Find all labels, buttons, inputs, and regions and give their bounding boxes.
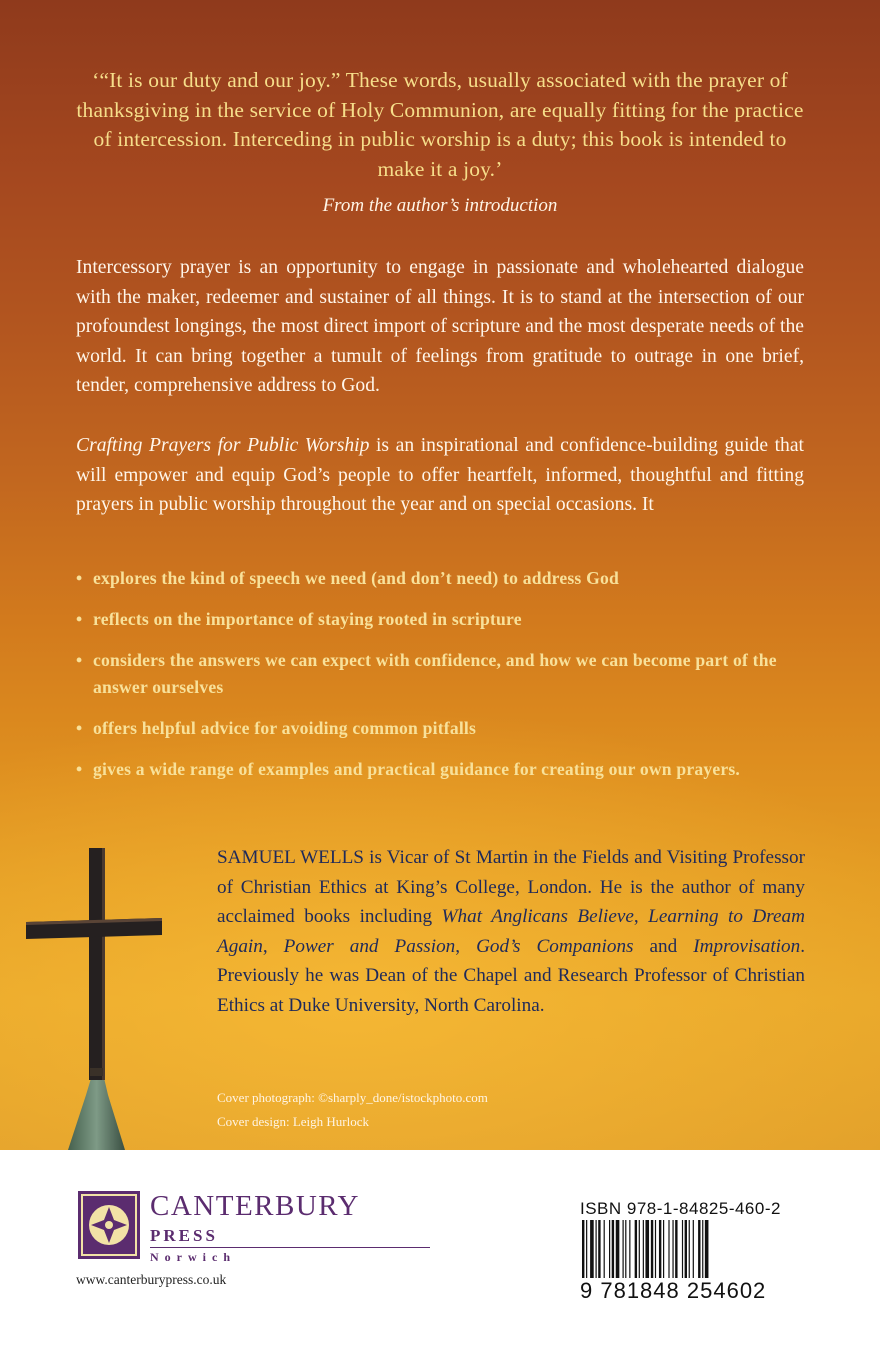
list-item <box>76 647 816 701</box>
bullet-marker: • <box>76 568 83 588</box>
book-reference: Power and Passion <box>283 935 456 957</box>
list-item-text: considers the answers we can expect with confidence, and how we can become part of the answer ourselves <box>93 650 777 697</box>
separator: , <box>633 906 649 928</box>
book-reference: What Anglicans Believe <box>441 906 634 928</box>
barcode-digits: 9 781848 254602 <box>580 1278 767 1303</box>
author-bio-text: SAMUEL WELLS is Vicar of St Martin in the Fields and Visiting Professor of Christian Ethics at King’s College, London. He is the author of many acclaimed books including <box>217 847 805 928</box>
bullet-marker: • <box>76 609 83 629</box>
book-reference: Learning to Dream Again <box>217 906 806 957</box>
separator: , <box>455 935 477 957</box>
author-bio-text: . Previously he was Dean of the Chapel and Research Professor of Christian Ethics at Duke University, North Carolina. <box>217 935 805 1016</box>
author-bio <box>217 843 805 1021</box>
list-item-text: gives a wide range of examples and practical guidance for creating our own prayers. <box>93 759 740 779</box>
photo-credit: Cover photograph: ©sharply_done/istockphoto.com <box>217 1090 488 1105</box>
bullet-marker: • <box>76 759 83 779</box>
list-item-text: reflects on the importance of staying rooted in scripture <box>93 609 522 629</box>
list-item <box>76 565 816 592</box>
separator: and <box>633 935 694 957</box>
footer <box>0 1150 880 1360</box>
list-item-text: offers helpful advice for avoiding common pitfalls <box>93 718 477 738</box>
publisher-divider <box>150 1247 430 1248</box>
publisher-subname: PRESS <box>150 1226 218 1245</box>
book-title: Crafting Prayers for Public Worship <box>76 435 370 456</box>
book-reference: Improvisation <box>693 935 801 957</box>
publisher-url: www.canterburypress.co.uk <box>76 1272 227 1287</box>
publisher-city: Norwich <box>150 1250 236 1264</box>
description-paragraph-1: Intercessory prayer is an opportunity to engage in passionate and wholehearted dialogue with the maker, redeemer and sustainer of all things. It is to stand at the intersection of our profoundest longings, the most direct import of scripture and the most desperate needs of the world. It can bring together a tumult of feelings from gratitude to outrage in one brief, tender, comprehensive address to God. <box>76 257 804 396</box>
bullet-marker: • <box>76 718 83 738</box>
list-item-text: explores the kind of speech we need (and don’t need) to address God <box>93 568 619 588</box>
description-paragraph-2-text: is an inspirational and confidence-building guide that will empower and equip God’s people to offer heartfelt, informed, thoughtful and fitting prayers in public worship throughout the year and on special occasions. It <box>76 435 804 515</box>
isbn-label: ISBN 978-1-84825-460-2 <box>580 1199 781 1218</box>
publisher-name: CANTERBURY <box>150 1190 360 1222</box>
feature-list <box>76 565 816 797</box>
canterbury-cross-logo-icon <box>78 1191 140 1259</box>
pull-quote: ‘“It is our duty and our joy.” These words, usually associated with the prayer of thanksgiving in the service of Holy Communion, are equally fitting for the practice of intercession. Interceding in public worship is a duty; this book is intended to make it a joy.’ <box>76 68 804 181</box>
list-item <box>76 756 816 783</box>
bullet-marker: • <box>76 650 83 670</box>
cross-icon <box>0 840 200 1150</box>
quote-attribution: From the author’s introduction <box>322 195 558 216</box>
list-item <box>76 715 816 742</box>
separator: , <box>262 935 284 957</box>
design-credit: Cover design: Leigh Hurlock <box>217 1114 369 1129</box>
list-item <box>76 606 816 633</box>
book-reference: God’s Companions <box>476 935 634 957</box>
cover-credits <box>217 1086 488 1134</box>
description-paragraph-2 <box>76 431 804 520</box>
